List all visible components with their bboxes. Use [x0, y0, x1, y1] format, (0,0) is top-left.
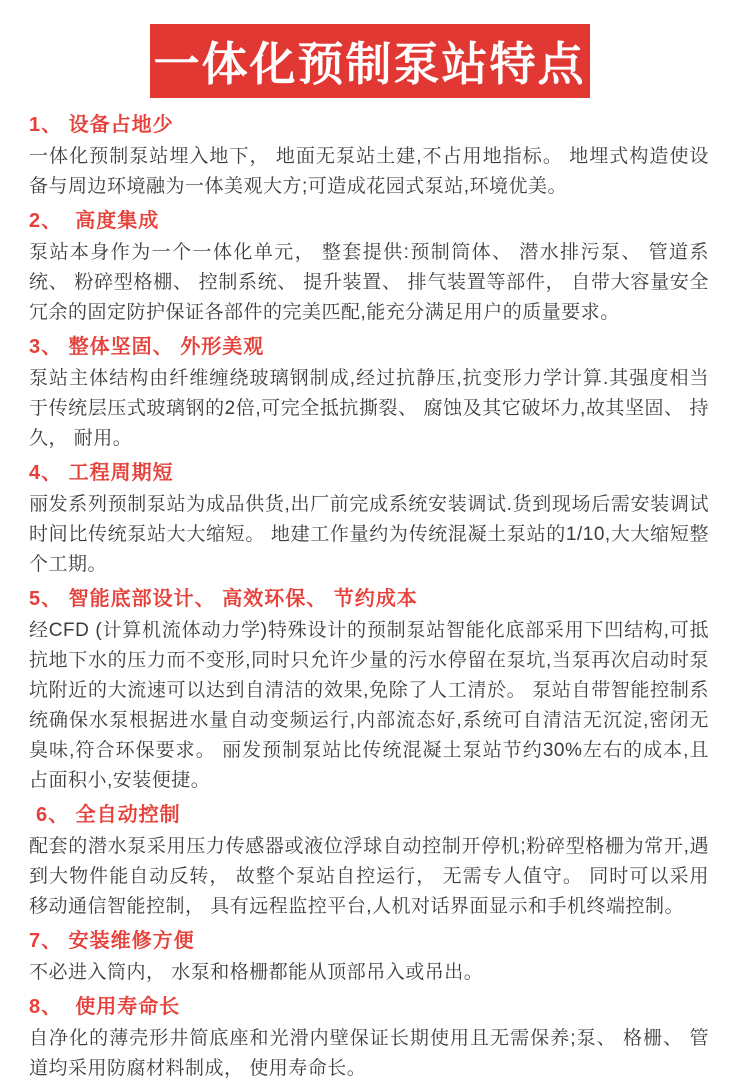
section-2-high-integration [29, 206, 709, 328]
section-3-heading: 3、 整体坚固、 外形美观 [29, 336, 265, 358]
section-4-heading: 4、 工程周期短 [29, 462, 174, 484]
section-1-heading: 1、 设备占地少 [29, 114, 174, 136]
section-7-body: 不必进入筒内， 水泵和格栅都能从顶部吊入或吊出。 [29, 962, 484, 983]
feature-list [0, 98, 739, 1084]
section-1-equipment-footprint [29, 110, 709, 202]
section-5-body: 经CFD (计算机流体动力学)特殊设计的预制泵站智能化底部采用下凹结构,可抵抗地下水的压力而不变形,同时只允许少量的污水停留在泵坑,当泵再次启动时泵坑附近的大流速可以达到自清洁的效果,免除了人工清於。 泵站自带智能控制系统确保水泵根据进水量自动变频运行,内部流态好,系统可自清洁无沉淀,密闭无臭味,符合环保要求。 丽发预制泵站比传统混凝土泵站节约30%左右的成本,且占面积小,安装便捷。 [29, 620, 709, 791]
section-7-easy-maintenance [29, 926, 709, 988]
section-8-heading: 8、 使用寿命长 [29, 996, 181, 1018]
section-8-long-service-life [29, 992, 709, 1084]
section-6-body: 配套的潜水泵采用压力传感器或液位浮球自动控制开停机;粉碎型格栅为常开,遇到大物件能自动反转， 故整个泵站自控运行， 无需专人值守。 同时可以采用移动通信智能控制， 具有远程监控平台,人机对话界面显示和手机终端控制。 [29, 836, 709, 917]
section-2-heading: 2、 高度集成 [29, 210, 160, 232]
section-4-short-construction-period [29, 458, 709, 580]
section-2-body: 泵站本身作为一个一体化单元， 整套提供:预制筒体、 潜水排污泵、 管道系统、 粉碎型格棚、 控制系统、 提升装置、 排气装置等部件， 自带大容量安全冗余的固定防护保证各部件的完美匹配,能充分满足用户的质量要求。 [29, 242, 709, 323]
section-7-heading: 7、 安装维修方便 [29, 930, 195, 952]
section-4-body: 丽发系列预制泵站为成品供货,出厂前完成系统安装调试.货到现场后需安装调试时间比传统泵站大大缩短。 地建工作量约为传统混凝土泵站的1/10,大大缩短整个工期。 [29, 494, 709, 575]
section-3-body: 泵站主体结构由纤维缠绕玻璃钢制成,经过抗静压,抗变形力学计算.其强度相当于传统层压式玻璃钢的2倍,可完全抵抗撕裂、 腐蚀及其它破坏力,故其坚固、 持久， 耐用。 [29, 368, 709, 449]
section-1-body: 一体化预制泵站埋入地下， 地面无泵站土建,不占用地指标。 地埋式构造使设备与周边环境融为一体美观大方;可造成花园式泵站,环境优美。 [29, 146, 709, 197]
section-5-heading: 5、 智能底部设计、 高效环保、 节约成本 [29, 588, 418, 610]
section-8-body: 自净化的薄壳形井简底座和光滑内壁保证长期使用且无需保养;泵、 格栅、 管道均采用防腐材料制成， 使用寿命长。 [29, 1028, 709, 1079]
section-6-heading: 6、 全自动控制 [36, 804, 181, 826]
section-6-full-automatic-control [29, 800, 709, 922]
section-5-smart-bottom-design [29, 584, 709, 796]
section-3-solid-structure [29, 332, 709, 454]
page-title: 一体化预制泵站特点 [153, 38, 586, 90]
page-title-banner [150, 24, 590, 98]
